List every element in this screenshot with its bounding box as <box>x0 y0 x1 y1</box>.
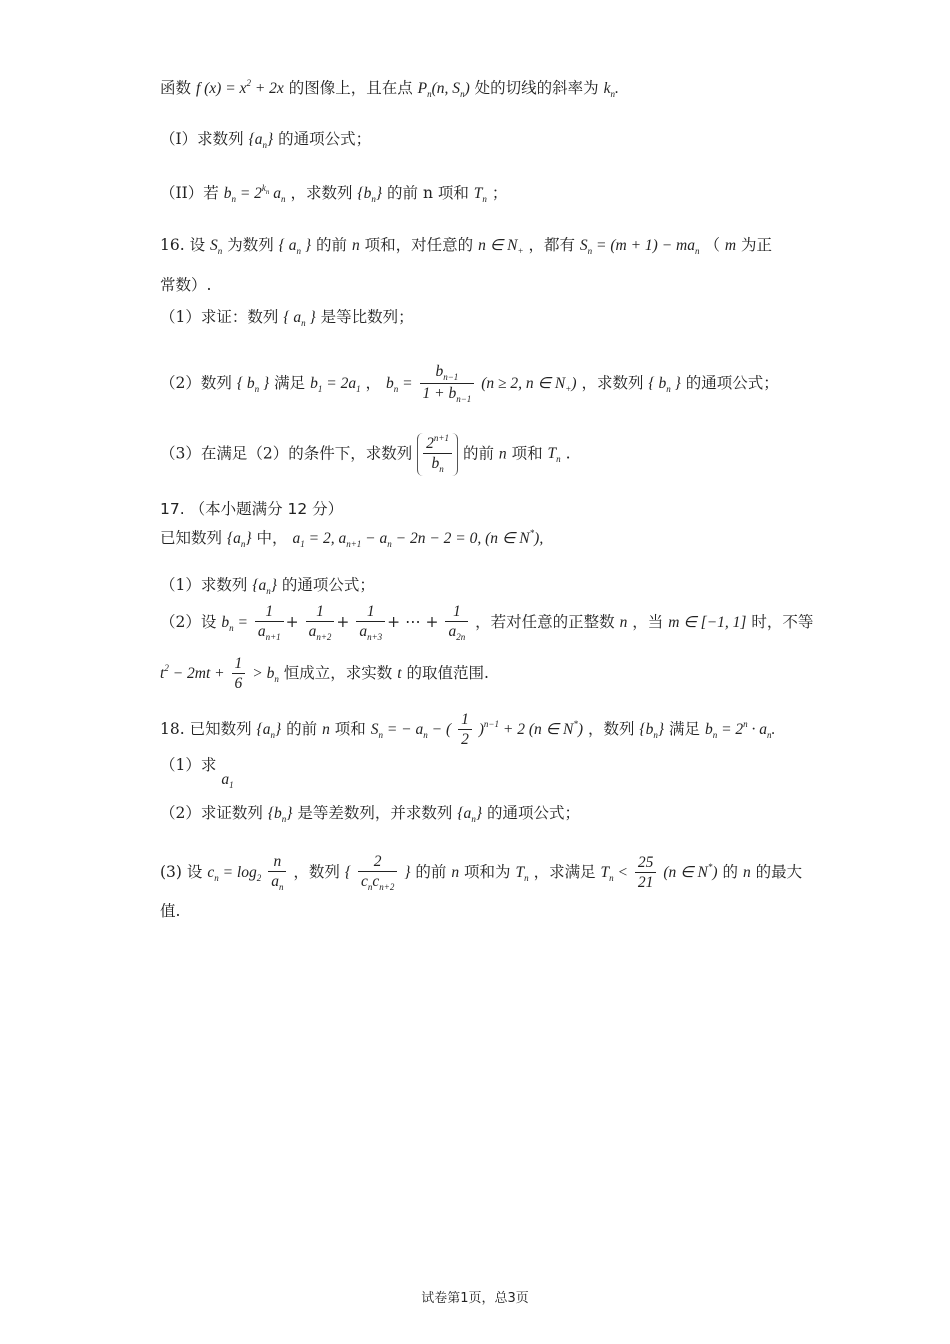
math-cn: $c_n = \log_2$ <box>207 863 262 883</box>
q18-part3: (3) 设 $c_n = \log_2$ $\frac{n}{a_n}$ ，数列 { $\frac{2}{c_nc_{n+2}}$ } 的前 n 项和为 $T_n$ ，求满足 $T_n$ < $\frac{25}{21}$ (n ∈ N*) 的 n 的最大 <box>160 853 803 893</box>
math-bn-set: $\{b_n\}$ <box>357 185 383 204</box>
math-an-set: { $a_n$ } <box>278 237 312 256</box>
q17-line1: 已知数列 $\{a_n\}$ 中， $a_1 = 2$, $a_{n+1} - a_n - 2n - 2 = 0$, (n ∈ N*), <box>160 528 544 549</box>
fraction-cn: $\frac{2}{c_nc_{n+2}}$ <box>358 852 397 894</box>
q16-line2: 常数）. <box>160 276 212 294</box>
math-k: $k_n$. <box>603 80 619 99</box>
math-Tn: $T_n$ <box>515 863 529 883</box>
fraction-bn-rec: $\frac{b_{n-1}}{1 + b_{n-1}}$ <box>420 362 475 406</box>
q18-part1: （1）求 $a_1$ <box>160 756 234 790</box>
math-an-set: $\{a_n\}$ <box>226 530 252 549</box>
math-n: n <box>451 863 460 881</box>
math-bn: $b_n$ = <box>221 613 248 633</box>
q17-part1: （1）求数列 $\{a_n\}$ 的通项公式； <box>160 576 375 596</box>
math-ineq: $t^2 - 2mt$ + <box>160 662 225 682</box>
q16-line1: 16. 设 $S_n$ 为数列 { $a_n$ } 的前 n 项和，对任意的 n ∈ $N_+$ ，都有 $S_n = (m + 1) - ma_n$ （ m 为正 <box>160 236 773 256</box>
math-bn-set: { $b_n$ } <box>648 374 681 394</box>
math-Tn: $T_n$ <box>473 185 487 204</box>
math-cond: (n ≥ 2, n ∈ $N_+$) <box>481 374 577 394</box>
math-m-range: m ∈ [−1, 1] <box>668 613 747 631</box>
q16-part2: （2）数列 { $b_n$ } 满足 $b_1 = 2a_1$ ， $b_n$ = $\frac{b_{n-1}}{1 + b_{n-1}}$ (n ≥ 2, n ∈ $N_+$) ，求数列 { $b_n$ } 的通项公式； <box>160 363 779 405</box>
page-footer: 试卷第1页，总3页 <box>421 1291 529 1306</box>
math-Sn-eq: $S_n$ = − $a_n$ − ( <box>370 720 452 740</box>
math-n: n <box>322 720 330 738</box>
math-Sn-eq: $S_n = (m + 1) - ma_n$ <box>579 237 700 256</box>
math-n: n <box>619 613 628 631</box>
q17-part2: （2）设 $b_n$ = $\frac{1}{a_{n+1}}$ + $\frac{1}{a_{n+2}}$ + $\frac{1}{a_{n+3}}$ + ⋯ + $\frac{1}{a_{2n}}$ ，若对任意的正整数 n ，当 m ∈ [−1, 1] 时，不等 <box>160 603 814 643</box>
q17-line-last: $t^2 - 2mt$ + $\frac{1}{6}$ > $b_n$ 恒成立，求实数 t 的取值范围. <box>160 655 489 693</box>
math-an-set: $\{a_n\}$ <box>256 720 282 740</box>
math-bn-set: { $b_n$ } <box>236 374 270 394</box>
math-n-in-N: n ∈ $N_+$ <box>478 237 524 256</box>
math-an-set: $\{a_n\}$ <box>252 577 277 596</box>
math-bn-rec: $b_n$ = <box>385 374 413 394</box>
q15-part1: （I）求数列 $\{a_n\}$ 的通项公式； <box>160 130 372 150</box>
q16-part1: （1）求证：数列 { $a_n$ } 是等比数列； <box>160 308 414 328</box>
math-an-set: { $a_n$ } <box>283 309 316 328</box>
math-Sn: $S_n$ <box>210 237 223 256</box>
q15-line1: 函数 f $(x) = x^2 + 2x$ 的图像上，且在点 $P_n(n$, $S_n$) 处的切线的斜率为 $k_n$. <box>160 78 619 99</box>
q18-line1: 18. 已知数列 $\{a_n\}$ 的前 n 项和 $S_n$ = − $a_n$ − ( $\frac{1}{2}$ )$^{n-1}$ + 2 (n ∈ N*) ，数列 $\{b_n\}$ 满足 $b_n = 2^n \cdot a_n$. <box>160 711 776 749</box>
math-b1: $b_1 = 2a_1$ <box>310 374 361 394</box>
q18-line-last: 值. <box>160 902 181 920</box>
math-bn-def: $b_n = 2^{k_n}$ $a_n$ <box>223 183 286 204</box>
math-Tn: $T_n$ <box>547 445 561 465</box>
math-an-set: $\{a_n\}$ <box>248 131 274 150</box>
math-point: $P_n(n$, $S_n$) <box>417 80 470 99</box>
math-bn-set: $\{b_n\}$ <box>639 720 665 740</box>
math-n: n <box>351 237 360 254</box>
math-a-rec: $a_1 = 2$, $a_{n+1} - a_n - 2n - 2 = 0$, (n ∈ N*), <box>292 528 544 549</box>
math-m: m <box>724 237 737 254</box>
math-n: n <box>742 863 751 881</box>
q15-part2: （II）若 $b_n = 2^{k_n}$ $a_n$ ，求数列 $\{b_n\}$ 的前 n 项和 $T_n$ ； <box>160 183 508 204</box>
math-seq-brace: $\frac{2^{n+1}}{b_n}$ <box>417 433 458 476</box>
math-a1: $a_1$ <box>221 771 234 790</box>
math-t: t <box>397 664 402 682</box>
q18-part2: （2）求证数列 $\{b_n\}$ 是等差数列，并求数列 $\{a_n\}$ 的通项公式； <box>160 804 580 824</box>
math-n: n <box>498 445 507 463</box>
math-bn-set: $\{b_n\}$ <box>267 805 293 824</box>
q17-title: 17. （本小题满分 12 分） <box>160 500 344 518</box>
math-an-set: $\{a_n\}$ <box>457 805 483 824</box>
math-fx: f $(x) = x^2 + 2x$ <box>195 78 284 97</box>
q16-part3: （3）在满足（2）的条件下，求数列 $\frac{2^{n+1}}{b_n}$ 的前 n 项和 $T_n$ . <box>160 433 571 475</box>
math-bn-def: $b_n = 2^n \cdot a_n$. <box>704 718 776 740</box>
